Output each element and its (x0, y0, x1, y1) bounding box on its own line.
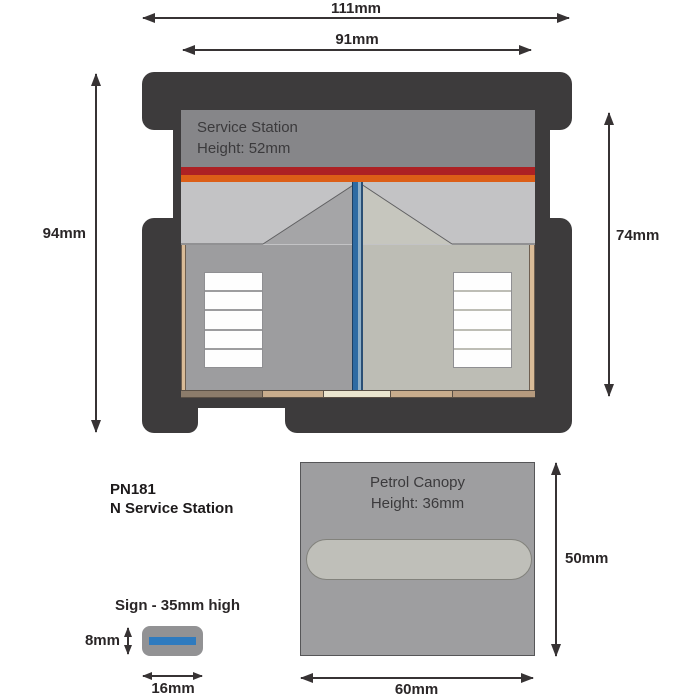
window-pane (205, 292, 262, 309)
right-corner-trim (529, 245, 535, 390)
service-station-label (197, 117, 298, 159)
dim-arrow-111mm (143, 17, 569, 19)
sign-blue-bar (149, 637, 196, 645)
canopy-label-line2: Height: 36mm (370, 495, 465, 512)
dim-label-8mm: 8mm (84, 632, 120, 649)
window-pane (454, 350, 511, 367)
window-pane (454, 311, 511, 328)
dim-label-50mm: 50mm (565, 550, 609, 567)
canopy-pill (306, 539, 532, 580)
service-station-label-line1: Service Station (197, 119, 298, 136)
sign-label: Sign - 35mm high (114, 597, 240, 614)
dim-arrow-94mm (95, 74, 97, 432)
roof-ridge-panel (181, 110, 535, 167)
trim-segment (452, 391, 535, 397)
dim-label-94mm: 94mm (42, 225, 86, 242)
window-pane (205, 350, 262, 367)
red-stripe (181, 167, 535, 175)
dim-label-111mm: 111mm (330, 0, 382, 17)
canopy-label-line1: Petrol Canopy (369, 474, 466, 491)
dim-label-16mm: 16mm (151, 680, 195, 697)
orange-stripe (181, 175, 535, 182)
window-pane (454, 292, 511, 309)
product-code: PN181 (110, 481, 156, 498)
canopy-label (301, 472, 534, 514)
window-pane (205, 311, 262, 328)
window-pane (205, 331, 262, 348)
left-window (204, 272, 263, 368)
right-window (453, 272, 512, 368)
dim-arrow-60mm (301, 677, 533, 679)
dim-arrow-74mm (608, 113, 610, 396)
dim-label-91mm: 91mm (335, 31, 379, 48)
product-label (110, 480, 233, 518)
trim-segment (181, 391, 262, 397)
dim-label-74mm: 74mm (616, 227, 660, 244)
base-trim-strip (181, 390, 535, 398)
window-pane (454, 273, 511, 290)
window-pane (454, 331, 511, 348)
trim-segment (262, 391, 323, 397)
trim-segment (323, 391, 390, 397)
product-name: N Service Station (110, 500, 234, 517)
dim-arrow-50mm (555, 463, 557, 656)
dim-arrow-8mm (127, 628, 129, 654)
dim-arrow-91mm (183, 49, 531, 51)
dim-label-60mm: 60mm (394, 681, 439, 698)
window-pane (205, 273, 262, 290)
downpipe-stripe (352, 182, 363, 390)
service-station-label-line2: Height: 52mm (197, 140, 291, 157)
dim-arrow-16mm (143, 675, 202, 677)
trim-segment (390, 391, 452, 397)
